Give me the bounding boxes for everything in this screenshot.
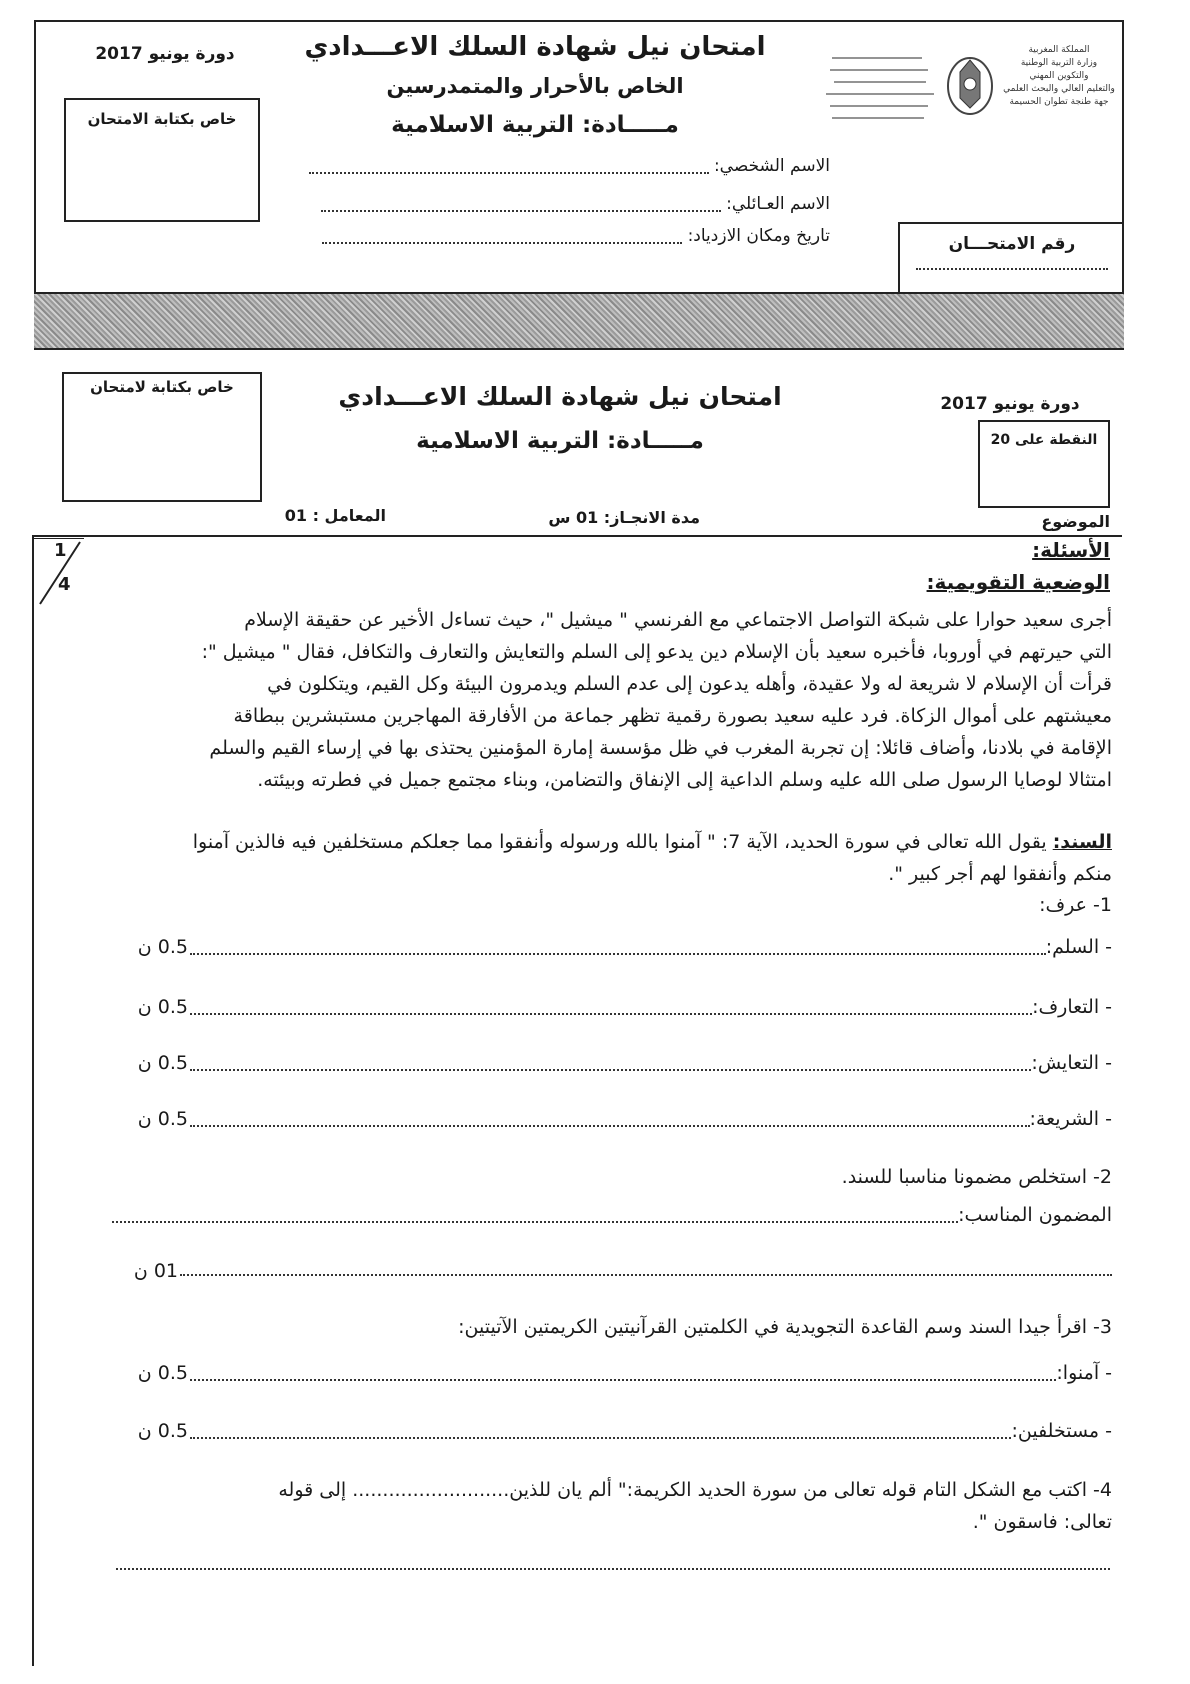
situation-line: أجرى سعيد حوارا على شبكة التواصل الاجتماعي مع الفرنسي " ميشيل "، حيث تساءل الأخير عن حقيقة الإسلام xyxy=(244,609,1112,631)
q4-line: 4- اكتب مع الشكل التام قوله تعالى من سورة الحديد الكريمة:" ألم يان للذين.......................... إلى قوله xyxy=(278,1479,1112,1501)
exam-title: امتحان نيل شهادة السلك الاعـــدادي xyxy=(304,32,766,62)
exam-office-label: خاص بكتابة الامتحان xyxy=(87,110,237,128)
session-label: دورة يونيو 2017 xyxy=(95,44,235,64)
left-margin-line xyxy=(32,536,34,1666)
q3-item xyxy=(190,1420,1112,1442)
q1-item-points: 0.5 ن xyxy=(137,1108,188,1130)
situation-line: قرأت أن الإسلام لا شريعة له ولا عقيدة، وأهله يدعون إلى عدم السلم ويدمرون البيئة وكل القيم، ويتكلون في xyxy=(267,673,1112,695)
page-current: 1 xyxy=(54,540,67,561)
birth-row xyxy=(270,226,830,246)
exam-subtitle: الخاص بالأحرار والمتمدرسين xyxy=(386,74,684,98)
situation-line: التي حيرتهم في أوروبا، فأخبره سعيد بأن الإسلام دين يدعو إلى السلم والتعايش والتعارف والتكافل، فقال " ميشيل ": xyxy=(201,641,1112,663)
score-box xyxy=(978,420,1110,508)
q1-item xyxy=(190,1108,1112,1130)
q1-item xyxy=(190,936,1112,958)
answer-line[interactable] xyxy=(190,999,1032,1015)
answer-line[interactable] xyxy=(190,939,1046,955)
q3-title: 3- اقرأ جيدا السند وسم القاعدة التجويدية في الكلمتين القرآنيتين الكريمتين الآتيتين: xyxy=(458,1316,1112,1338)
situation-line: امتثالا لوصايا الرسول صلى الله عليه وسلم الداعية إلى الإنفاق والتضامن، وبناء مجتمع جميل في فطرته وبيئته. xyxy=(257,769,1112,791)
exam-office-box-2 xyxy=(62,372,262,502)
answer-line[interactable] xyxy=(190,1055,1031,1071)
exam-number-label: رقم الامتحـــان xyxy=(948,234,1076,254)
answer-line[interactable] xyxy=(190,1365,1056,1381)
tifinagh-text-icon xyxy=(822,52,938,124)
q1-item-points: 0.5 ن xyxy=(137,1052,188,1074)
page-total: 4 xyxy=(58,574,71,595)
page-number-box xyxy=(34,538,84,608)
q1-item-points: 0.5 ن xyxy=(137,996,188,1018)
topic-label: الموضوع xyxy=(1041,512,1110,531)
coefficient-label: المعامل : 01 xyxy=(284,506,386,525)
cut-strip xyxy=(34,292,1124,350)
q3-item-points: 0.5 ن xyxy=(137,1362,188,1384)
exam-office-label-2: خاص بكتابة لامتحان xyxy=(90,378,234,396)
ministry-text: المملكة المغربية وزارة التربية الوطنية والتكوين المهني والتعليم العالي والبحث العلمي جهة طنجة تطوان الحسيمة xyxy=(1003,45,1115,107)
situation-line: الإقامة في بلادنا، وأضاف قائلا: إن تجربة المغرب في ظل مؤسسة إمارة المؤمنين يحتذى بها في إرساء القيم والسلم xyxy=(209,737,1112,759)
duration-label: مدة الانجـاز: 01 س xyxy=(548,508,700,527)
q3-item-points: 0.5 ن xyxy=(137,1420,188,1442)
sanad-text-2: منكم وأنفقوا لهم أجر كبير ". xyxy=(888,863,1112,885)
q1-item-label: - التعارف: xyxy=(1032,996,1112,1018)
exam-number-input[interactable] xyxy=(916,268,1108,270)
subject-title: مـــــادة: التربية الاسلامية xyxy=(391,112,679,138)
coat-of-arms-icon xyxy=(942,48,998,122)
q2-row xyxy=(112,1204,1112,1226)
q3-item-label: - آمنوا: xyxy=(1056,1362,1112,1384)
answer-line[interactable] xyxy=(116,1566,1110,1570)
birth-input[interactable] xyxy=(322,228,682,244)
situation-line: معيشتهم على أموال الزكاة. فرد عليه سعيد بصورة رقمية تظهر جماعة من الأفارقة المهاجرين مستبشرين ببطاقة xyxy=(233,705,1112,727)
exam-title-2: امتحان نيل شهادة السلك الاعـــدادي xyxy=(338,382,782,411)
q1-item-label: - التعايش: xyxy=(1031,1052,1112,1074)
sanad-text: يقول الله تعالى في سورة الحديد، الآية 7: " آمنوا بالله ورسوله وأنفقوا مما جعلكم مستخلفين فيه فالذين آمنوا xyxy=(192,831,1047,853)
questions-heading: الأسئلة: xyxy=(1032,538,1110,562)
first-name-row xyxy=(270,156,830,176)
q1-item-label: - السلم: xyxy=(1045,936,1112,958)
q1-item xyxy=(190,996,1112,1018)
q4-block xyxy=(112,1474,1112,1538)
sanad-label: السند: xyxy=(1052,831,1112,853)
situation-text xyxy=(112,604,1112,796)
q1-item-points: 0.5 ن xyxy=(137,936,188,958)
family-name-row xyxy=(270,194,830,214)
subject-title-2: مـــــادة: التربية الاسلامية xyxy=(416,428,704,454)
q4-line: تعالى: فاسقون ". xyxy=(972,1511,1112,1533)
answer-line[interactable] xyxy=(190,1423,1011,1439)
q3-item-label: - مستخلفين: xyxy=(1011,1420,1112,1442)
q3-item xyxy=(190,1362,1112,1384)
sanad-block xyxy=(112,826,1112,890)
q1-item-label: - الشريعة: xyxy=(1029,1108,1112,1130)
family-name-input[interactable] xyxy=(321,196,721,212)
q2-points: 01 ن xyxy=(133,1260,178,1282)
birth-label: تاريخ ومكان الازدياد: xyxy=(687,226,830,246)
family-name-label: الاسم العـائلي: xyxy=(726,194,830,214)
q2-label: المضمون المناسب: xyxy=(958,1204,1112,1226)
section-divider xyxy=(32,535,1122,537)
q1-item xyxy=(190,1052,1112,1074)
first-name-input[interactable] xyxy=(309,158,709,174)
answer-line[interactable] xyxy=(112,1207,958,1223)
exam-number-box xyxy=(898,222,1124,294)
q2-title: 2- استخلص مضمونا مناسبا للسند. xyxy=(841,1166,1112,1188)
answer-line[interactable] xyxy=(180,1260,1112,1276)
score-label: النقطة على 20 xyxy=(990,432,1098,448)
q1-title: 1- عرف: xyxy=(1039,894,1112,916)
situation-heading: الوضعية التقويمية: xyxy=(926,570,1110,594)
session-label-2: دورة يونيو 2017 xyxy=(940,394,1080,414)
exam-office-box xyxy=(64,98,260,222)
first-name-label: الاسم الشخصي: xyxy=(713,156,830,176)
q2-row-2 xyxy=(180,1260,1112,1276)
answer-line[interactable] xyxy=(190,1111,1030,1127)
